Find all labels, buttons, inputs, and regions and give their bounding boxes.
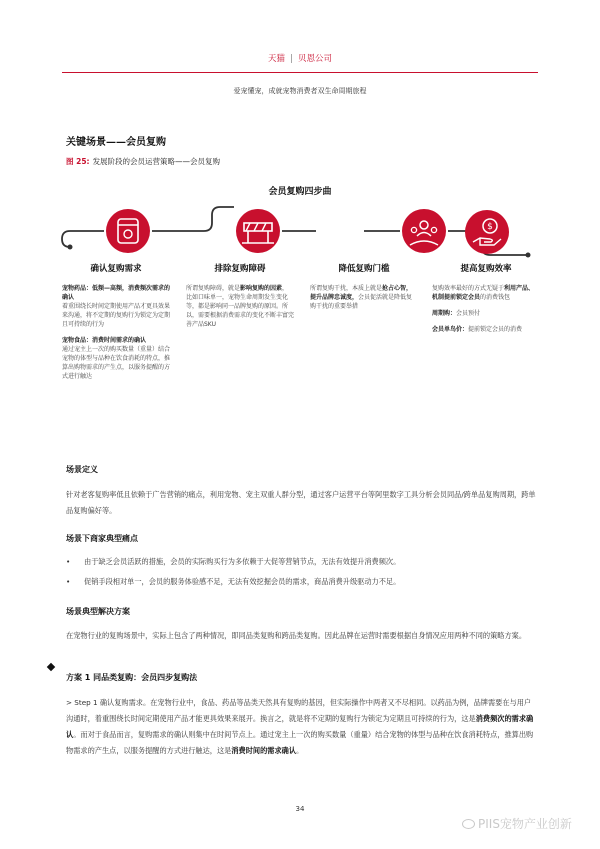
step-column-4 xyxy=(432,264,540,341)
step1-bold-time: 消费时间的需求确认 xyxy=(231,746,297,755)
bullet-dot: • xyxy=(66,557,71,566)
flow-title: 会员复购四步曲 xyxy=(268,187,332,197)
definition-heading: 场景定义 xyxy=(66,465,98,474)
step-column-2 xyxy=(186,264,294,336)
people-icon xyxy=(402,209,446,253)
step1-mid-text: 。而对于食品而言，复购需求的确认则集中在时间节点上。通过宠主上一次的购买数量（重量）结合宠物的体型与品种在饮食消耗特点，推算出购物需求的产生点，以服务提醒的方式进行触达，这是 xyxy=(66,730,534,755)
step-bold-text: 会员单鸟价： xyxy=(432,326,469,333)
step-title: 排除复购障碍 xyxy=(214,264,266,274)
step-body-text: 提前锁定会员的消费 xyxy=(468,326,523,333)
figure-caption xyxy=(66,156,220,167)
pain-point-text: 由于缺乏会员活跃的措施，会员的实际购买行为多依赖于大促等营销节点，无法有效提升消费频次。 xyxy=(84,557,401,566)
step-body-text: 的消费钱包 xyxy=(480,294,511,301)
step-title: 确认复购需求 xyxy=(90,264,142,274)
step-body-text: ，比如口味单一，宠物生命周期发生变化等，都是影响同一品牌复购的原因。所以，需要根据消费需求的变化不断丰富完善产品SKU xyxy=(186,285,295,328)
pet-food-icon xyxy=(106,209,150,253)
money-hand-icon xyxy=(464,209,510,255)
wechat-icon xyxy=(462,819,475,829)
report-subtitle: 爱宠懂宠，成就宠物消费者双生命周期旅程 xyxy=(233,87,367,95)
pain-point-item xyxy=(66,557,536,567)
flow-end-dot xyxy=(526,253,531,258)
step-pre-text: 复购效率最好的方式无疑于 xyxy=(432,285,505,292)
step-bold-text: 影响复购的因素 xyxy=(240,285,283,292)
pain-point-text: 促销手段相对单一，会员的服务体验感不足，无法有效挖掘会员的需求，商品消费升级驱动力不足。 xyxy=(84,577,401,586)
pain-point-item xyxy=(66,577,536,587)
step1-bold-frequency: 消费频次的需求确认 xyxy=(66,714,534,739)
step-bold-text: 利用产品、机制提前锁定会员 xyxy=(432,285,535,301)
step-text-block xyxy=(186,284,294,329)
header-separator: | xyxy=(290,54,293,64)
step-title: 降低复购门槛 xyxy=(338,264,390,274)
step1-end: 。 xyxy=(296,746,304,755)
header-divider xyxy=(62,72,538,73)
step1-text: > Step 1 确认复购需求。在宠物行业中，食品、药品等品类天然具有复购的基因，但实际操作中两者又不尽相同。以药品为例，品牌需要在与用户沟通时，着重围绕长时间定期使用产品才能更具效果来展开。换言之，就是将不定期的复购行为锁定为定期且可持续的行为，这是 xyxy=(66,698,532,723)
step-column-3 xyxy=(310,264,418,318)
bullet-dot: • xyxy=(66,577,71,586)
flow-left-tail xyxy=(62,231,70,247)
plan-title: 方案 1 同品类复购：会员四步复购法 xyxy=(66,673,198,682)
pain-points-heading: 场景下商家典型痛点 xyxy=(66,534,138,543)
watermark-text: PIIS宠物产业创新 xyxy=(478,817,572,831)
step-bold-text: 周期购： xyxy=(432,310,457,317)
solution-heading: 场景典型解决方案 xyxy=(66,607,130,616)
solution-intro: 在宠物行业的复购场景中，实际上包含了两种情况，即同品类复购和跨品类复购。因此品牌在运营时需要根据自身情况应用两种不同的策略方案。 xyxy=(66,631,527,640)
brand-bain: 贝恩公司 xyxy=(297,54,332,64)
brand-tmall: 天猫 xyxy=(268,54,286,64)
definition-text: 针对老客复购率低且依赖于广告营销的痛点，利用宠物、宠主双重人群分型，通过客户运营平台等阿里数字工具分析会员同品/跨单品复购周期，跨单品复购偏好等。 xyxy=(66,490,536,515)
step1-paragraph xyxy=(66,695,536,759)
section-title: 关键场景——会员复购 xyxy=(66,137,166,148)
step-body-text: 着重围绕长时间定期使用产品才更具效果来沟通，将不定期的复购行为锁定为定期且可持续的行为 xyxy=(62,303,171,328)
page-number: 34 xyxy=(295,805,305,813)
step-text-block xyxy=(310,284,418,311)
step-body-text: 会员促活就是降低复购干扰的重要举措 xyxy=(310,294,413,310)
step-body-text: 会员预付 xyxy=(456,310,481,317)
step-column-1 xyxy=(62,264,170,388)
figure-caption-text: 发展阶段的会员运营策略——会员复购 xyxy=(92,157,221,166)
step-bold-text: 宠物食品：消费时间需求的确认 xyxy=(62,337,147,344)
step-text-block xyxy=(432,309,540,318)
step-text-block xyxy=(432,284,540,302)
page-header xyxy=(0,52,600,64)
step-text-block xyxy=(62,336,170,381)
step-bold-text: 宠物药品：低频—高频，消费频次需求的确认 xyxy=(62,285,171,301)
step-pre-text: 所谓复购干扰，本质上就是 xyxy=(310,285,383,292)
watermark xyxy=(462,815,572,832)
diamond-marker xyxy=(47,663,55,671)
step-pre-text: 所谓复购障碍，就是 xyxy=(186,285,241,292)
flow-start-dot xyxy=(68,245,73,250)
step-title: 提高复购效率 xyxy=(460,264,512,274)
figure-number: 图 25: xyxy=(66,157,90,166)
svg-text:$: $ xyxy=(487,222,493,232)
step-text-block xyxy=(62,284,170,329)
step-body-text: 通过宠主上一次的购买数量（重量）结合宠物的体型与品种在饮食消耗的特点，推算出购物需求的产生点，以服务提醒的方式进行触达 xyxy=(62,346,171,380)
step-bold-text: 抢占心智，提升品牌忠诚度， xyxy=(310,285,413,301)
step-text-block xyxy=(432,325,540,334)
barrier-icon xyxy=(236,209,280,253)
